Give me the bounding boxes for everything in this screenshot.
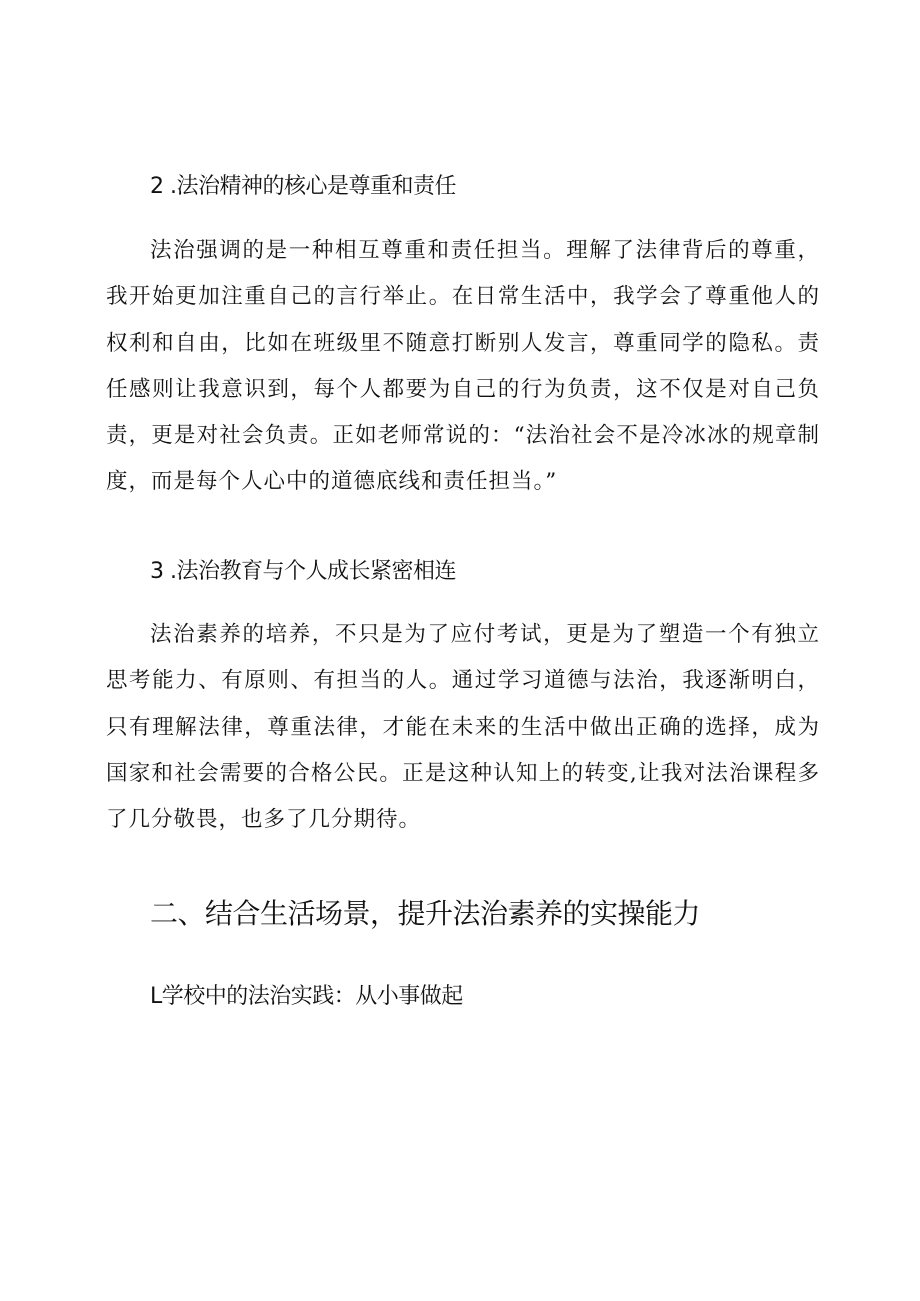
subheading-personal-growth: 3 .法治教育与个人成长紧密相连 [150,559,456,584]
subheading-school-practice: L学校中的法治实践：从小事做起 [150,984,463,1009]
paragraph-respect-responsibility: 法治强调的是一种相互尊重和责任担当。理解了法律背后的尊重，我开始更加注重自己的言行举止。在日常生活中，我学会了尊重他人的权利和自由，比如在班级里不随意打断别人发言，尊重同学的隐私。责任感则让我意识到，每个人都要为自己的行为负责，这不仅是对自己负责，更是对社会负责。正如老师常说的：“法治社会不是冷冰冰的规章制度，而是每个人心中的道德底线和责任担当。” [106,238,820,495]
paragraph-personal-growth: 法治素养的培养，不只是为了应付考试，更是为了塑造一个有独立思考能力、有原则、有担当的人。通过学习道德与法治，我逐渐明白，只有理解法律，尊重法律，才能在未来的生活中做出正确的选择，成为国家和社会需要的合格公民。正是这种认知上的转变,让我对法治课程多了几分敬畏，也多了几分期待。 [106,622,820,833]
section-heading-practical-ability: 二、结合生活场景，提升法治素养的实操能力 [150,897,701,930]
subheading-respect-responsibility: 2 .法治精神的核心是尊重和责任 [150,174,456,199]
